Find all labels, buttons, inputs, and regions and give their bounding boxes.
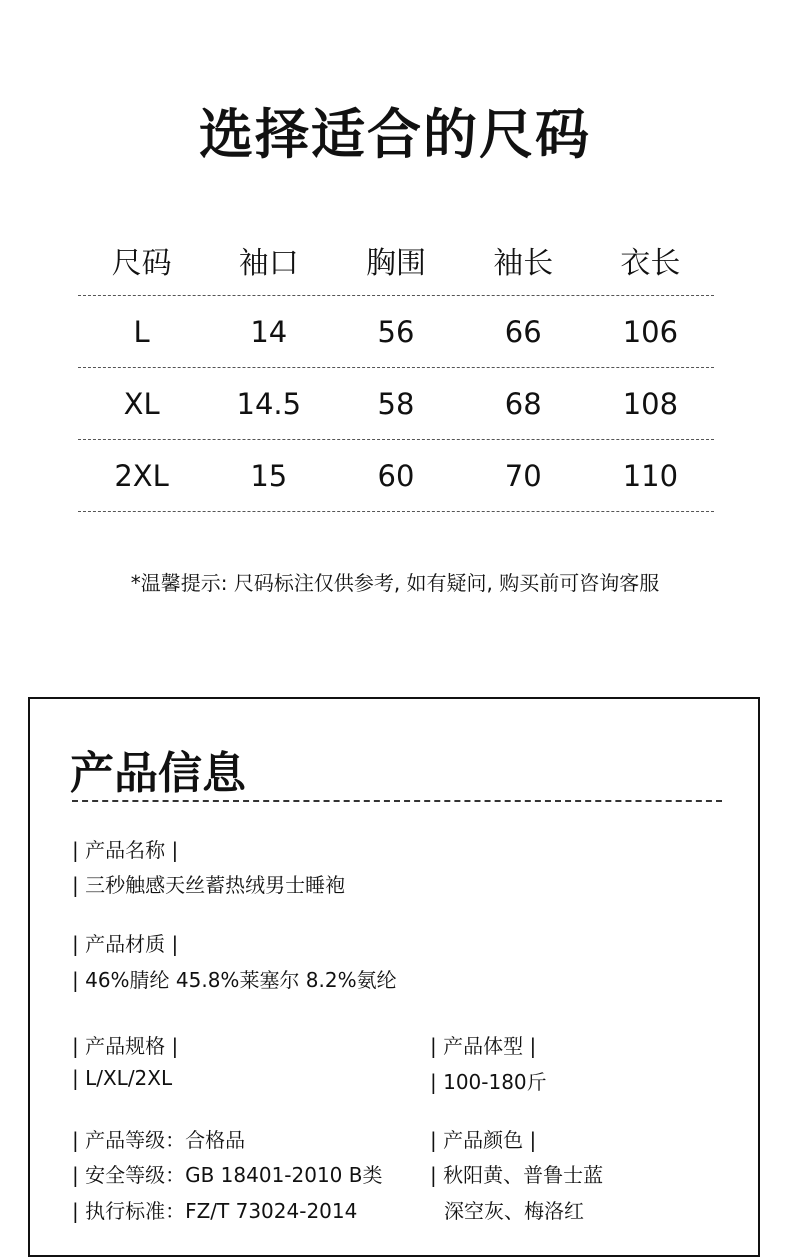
product-spec-value: | L/XL/2XL bbox=[72, 1066, 173, 1090]
product-info-panel bbox=[28, 697, 760, 1257]
product-info-title: 产品信息 bbox=[70, 748, 246, 799]
header-cuff: 袖口 bbox=[238, 246, 299, 281]
product-name-label: | 产品名称 | bbox=[72, 838, 179, 862]
table-cell: 58 bbox=[377, 386, 415, 421]
product-color-label: | 产品颜色 | bbox=[430, 1128, 537, 1152]
table-cell: 110 bbox=[622, 458, 679, 493]
size-chart-table bbox=[78, 225, 714, 512]
page-title: 选择适合的尺码 bbox=[199, 103, 591, 166]
table-row bbox=[78, 439, 714, 511]
table-row bbox=[78, 367, 714, 439]
product-safety-grade: | 安全等级：GB 18401-2010 B类 bbox=[72, 1163, 383, 1187]
product-body-label: | 产品体型 | bbox=[430, 1034, 537, 1058]
table-cell: L bbox=[133, 314, 150, 349]
table-row bbox=[78, 295, 714, 367]
product-body-value: | 100-180斤 bbox=[430, 1070, 547, 1094]
header-chest: 胸围 bbox=[366, 246, 426, 281]
table-cell: 68 bbox=[504, 386, 542, 421]
table-cell: 70 bbox=[504, 458, 542, 493]
table-cell: 14.5 bbox=[236, 386, 302, 421]
table-cell: 108 bbox=[622, 386, 679, 421]
product-material-label: | 产品材质 | bbox=[72, 932, 179, 956]
product-colors-line-2: 深空灰、梅洛红 bbox=[444, 1199, 584, 1223]
size-tip-note: *温馨提示: 尺码标注仅供参考, 如有疑问, 购买前可咨询客服 bbox=[130, 571, 660, 595]
product-name-value: | 三秒触感天丝蓄热绒男士睡袍 bbox=[72, 873, 346, 897]
table-bottom-divider bbox=[78, 511, 714, 512]
header-size: 尺码 bbox=[111, 246, 172, 281]
table-cell: XL bbox=[123, 386, 160, 421]
product-grade: | 产品等级：合格品 bbox=[72, 1128, 246, 1152]
product-spec-label: | 产品规格 | bbox=[72, 1034, 179, 1058]
product-info-divider bbox=[72, 800, 722, 802]
table-cell: 15 bbox=[250, 458, 288, 493]
table-cell: 14 bbox=[250, 314, 288, 349]
table-cell: 60 bbox=[377, 458, 415, 493]
product-material-value: | 46%腈纶 45.8%莱塞尔 8.2%氨纶 bbox=[72, 968, 397, 992]
product-standard: | 执行标准：FZ/T 73024-2014 bbox=[72, 1199, 358, 1223]
header-sleeve-length: 袖长 bbox=[493, 246, 554, 281]
product-colors-line-1: | 秋阳黄、普鲁士蓝 bbox=[430, 1163, 604, 1187]
table-cell: 66 bbox=[504, 314, 542, 349]
table-cell: 56 bbox=[377, 314, 415, 349]
table-cell: 106 bbox=[622, 314, 679, 349]
table-cell: 2XL bbox=[114, 458, 169, 493]
table-header-row bbox=[78, 225, 714, 295]
header-garment-length: 衣长 bbox=[620, 246, 681, 281]
